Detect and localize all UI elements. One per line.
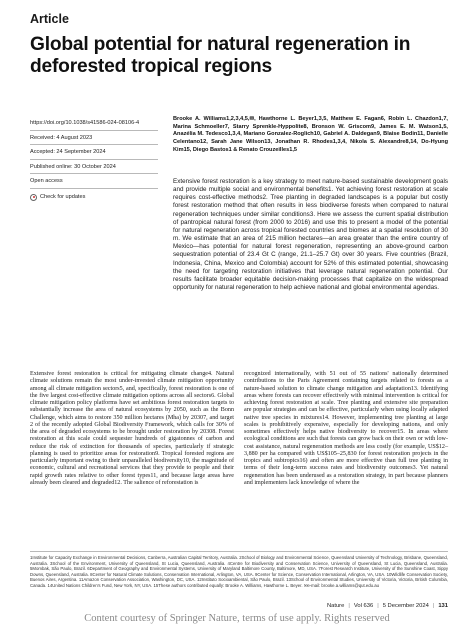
journal-name: Nature [326,603,345,609]
article-type-label: Article [30,12,69,26]
affiliations: 1Institute for Capacity Exchange in Environmental Decisions, Canberra, Australian Capital Territory, Australia. 2School of Biology and Environmental Science, Queensland University of Technology, Brisbane, Queensland, Australia. 3School of the Environment, University of Queensland, St Lucia, Queensland, Australia. 4Centre for Biodiversity and Conservation Science, University of Queensland, St Lucia, Queensland, Australia. 5Mombak, São Paulo, Brazil. 6Department of Geography and Environmental Systems, University of Maryland Baltimore County, Baltimore, MD, USA. 7Forest Research Institute, University of the Sunshine Coast, Sippy Downs, Queensland, Australia. 8Center for Natural Climate Solutions, Conservation International, Arlington, VA, USA. 9Center for Science, Conservation International, Arlington, VA, USA. 10Wildlife Conservation Society, Buenos Aires, Argentina. 11Amazon Conservation Association, Washington, DC, USA. 12Instituto Socioambiental, São Paulo, Brazil. 13School of Environmental Studies, University of Victoria, Victoria, British Columbia, Canada. 14United Nations Children's Fund, New York, NY, USA. 15These authors contributed equally: Brooke A. Williams, Hawthorne L. Beyer. ✉e-mail: brooke.a.williams@qut.edu.au [30,555,448,588]
body-column-left: Extensive forest restoration is critical for mitigating climate change4. Natural climate solutions remain the most under-invested climate mitigation opportunity among all climate mitigation sectors5, and, specifically, forest restoration is one of the five largest cost-effective climate mitigation options across all sectors6. Global climate mitigation policy platforms have set ambitious forest restoration targets to substantially increase the area of natural ecosystems by 2050, such as the Bonn Challenge, which aims to restore 350 million hectares (Mha) by 20307, and target 2 of the recently adopted Global Biodiversity Framework, which calls for 30% of the area of degraded ecosystems to be brought under restoration by 20308. Forest restoration at this scale could sequester hundreds of gigatonnes of carbon and reduce the risk of extinction for thousands of species, particularly if strategic planning is used to prioritize areas for restoration9. Tropical forested regions are particularly important owing to their unparalleled biodiversity10, the magnitude of economic, cultural and recreational services that they provide to people and their rapid growth rates relative to other forest types11, and because large areas have already been cleared and degraded12. The salience of reforestation is [30,371,234,486]
journal-volume: Vol 636 [353,603,374,609]
body-column-right: recognized internationally, with 51 out of 55 nations' nationally determined contributions to the Paris Agreement containing targets related to forests as a nature-based solution to climate change mitigation and adaptation13. Identifying areas where forests can recover effectively with minimal intervention is critical for achieving forest restoration at scale. Tree planting and extensive site preparation are popular strategies and can be effective, particularly when using locally adapted native tree species in mixtures14. However, implementing tree planting at large scales is prohibitively expensive, especially for developing nations, and only sometimes effectively helps native biodiversity to recover15. In areas where ecological conditions are such that forests can grow back on their own or with low-cost assistance, natural regeneration methods are less costly (for example, US$12–3,880 per ha compared with US$105–25,830 for forest restoration projects in the tropics and subtropics16) and often are more effective than full tree planting in terms of their long-term success rates and biodiversity outcomes3. Yet natural regeneration has been underused as a restoration strategy, in part because planners and implementers lack knowledge of where the [244,371,448,486]
check-updates-icon [30,194,37,201]
page-footer: Nature | Vol 636 | 5 December 2024 | 131 [326,603,448,609]
check-updates-link[interactable] [30,189,158,204]
article-metadata [30,116,158,204]
doi-link[interactable]: https://doi.org/10.1038/s41586-024-08106-4 [30,116,158,131]
accepted-date: Accepted: 24 September 2024 [30,145,158,160]
copyright-watermark: Content courtesy of Springer Nature, terms of use apply. Rights reserved [84,613,390,624]
check-updates-label: Check for updates [40,193,86,200]
published-date: Published online: 30 October 2024 [30,160,158,175]
abstract: Extensive forest restoration is a key strategy to meet nature-based sustainable development goals and provide multiple social and environmental benefits1. Yet achieving forest restoration at scale requires cost-effective methods2. Tree planting in degraded landscapes is a popular but costly forest restoration method that often results in less biodiverse forests when compared to natural regeneration techniques under similar conditions3. Here we assess the current spatial distribution of pantropical natural forest (from 2000 to 2016) and use this to present a model of the potential for natural regeneration across tropical forested countries and biomes at a spatial resolution of 30 m. We estimate that an area of 215 million hectares—an area greater than the entire country of Mexico—has potential for natural forest regeneration, representing an above-ground carbon sequestration potential of 23.4 Gt C (range, 21.1–25.7 Gt) over 30 years. Five countries (Brazil, Indonesia, China, Mexico and Colombia) account for 52% of this estimated potential, showcasing the need for targeting restoration initiatives that leverage natural regeneration potential. Our results facilitate broader equitable decision-making processes that capitalize on the widespread opportunity for natural regeneration to help achieve national and global environmental agendas. [173,178,448,292]
issue-date: 5 December 2024 [382,603,429,609]
author-list: Brooke A. Williams1,2,3,4,5,✉, Hawthorne L. Beyer1,3,5, Matthew E. Fagan6, Robin L. Chazdon1,7, Marina Schmoeller7, Starry Sprenkle-Hyppolite8, Bronson W. Griscom9, James E. M. Watson1,5, Anazélia M. Tedesco1,3,4, Mariano Gonzalez-Roglich10, Gabriel A. Daldegan9, Blaise Bodin11, Danielle Celentano12, Sarah Jane Wilson13, Jonathan R. Rhodes1,3,4, Nikola S. Alexandre8,14, Do-Hyung Kim15, Diego Bastos1 & Renato Crouzeilles1,5 [173,116,448,153]
article-title: Global potential for natural regeneration in deforested tropical regions [30,34,411,77]
page-number: 131 [438,603,448,609]
body-text [30,371,448,487]
open-access-label: Open access [30,174,158,189]
affiliations-divider [30,551,448,552]
received-date: Received: 4 August 2023 [30,131,158,146]
